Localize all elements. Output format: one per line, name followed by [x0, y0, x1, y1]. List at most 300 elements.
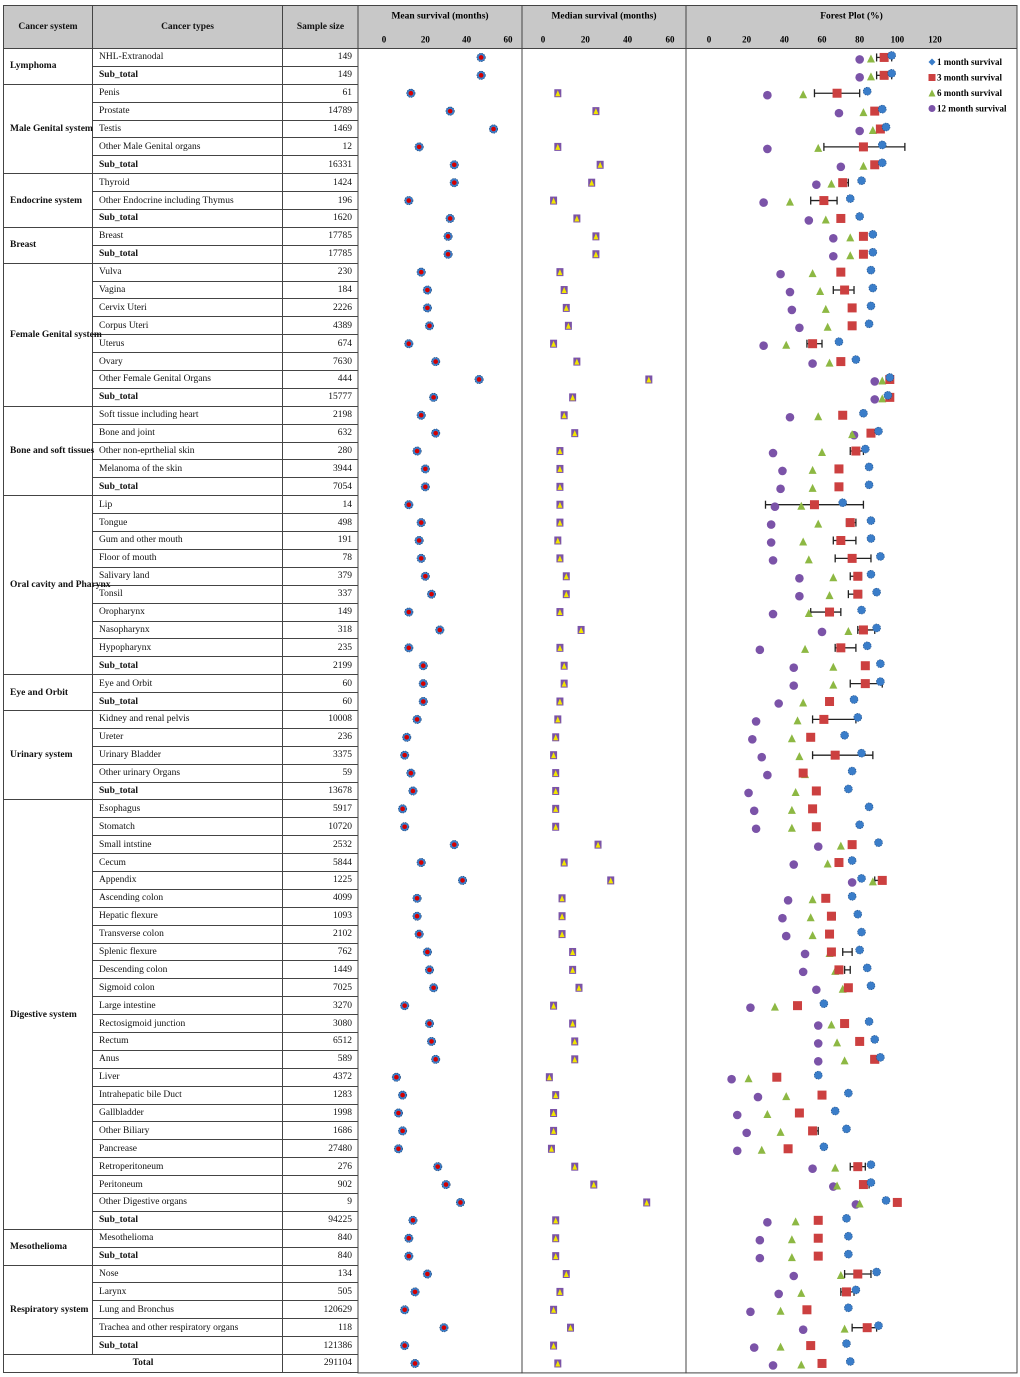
sample-size-cell: 4389	[283, 317, 359, 335]
point-1-month	[867, 982, 875, 990]
median-point	[561, 411, 568, 419]
point-3-month	[831, 751, 840, 760]
point-1-month	[850, 696, 858, 704]
point-1-month	[888, 69, 896, 77]
sample-size-cell: 60	[283, 675, 359, 693]
mean-point	[458, 876, 466, 884]
cancer-type-cell: Uterus	[93, 335, 283, 353]
median-point	[552, 823, 559, 831]
sample-size-cell: 196	[283, 192, 359, 210]
mean-point	[423, 304, 431, 312]
cancer-system-cell: Male Genital system	[4, 84, 93, 173]
mean-point	[489, 125, 497, 133]
median-point	[546, 1073, 553, 1081]
tick-label: 40	[462, 34, 472, 45]
cancer-type-cell: Melanoma of the skin	[93, 460, 283, 478]
sample-size-cell: 184	[283, 281, 359, 299]
point-12-month	[759, 341, 768, 350]
point-12-month	[784, 896, 793, 905]
mean-point	[417, 268, 425, 276]
median-point	[592, 232, 599, 240]
sample-size-cell: 5917	[283, 800, 359, 818]
mean-point	[456, 1198, 464, 1206]
cancer-type-cell: Urinary Bladder	[93, 746, 283, 764]
point-1-month	[814, 1071, 822, 1079]
point-12-month	[789, 663, 798, 672]
mean-point	[477, 71, 485, 79]
cancer-type-cell: Mesothelioma	[93, 1229, 283, 1247]
point-12-month	[763, 91, 772, 100]
cancer-type-cell: Ureter	[93, 728, 283, 746]
median-point	[554, 536, 561, 544]
sample-size-cell: 78	[283, 549, 359, 567]
median-point	[573, 214, 580, 222]
point-1-month	[835, 338, 843, 346]
median-point	[552, 1091, 559, 1099]
cancer-type-cell: NHL-Extranodal	[93, 49, 283, 67]
point-12-month	[767, 520, 776, 529]
mean-point	[407, 769, 415, 777]
median-point	[550, 1002, 557, 1010]
total-label: Total	[4, 1355, 283, 1373]
sample-size-cell: 318	[283, 621, 359, 639]
sample-size-cell: 4372	[283, 1068, 359, 1086]
point-1-month	[867, 302, 875, 310]
legend-label: 3 month survival	[937, 72, 1003, 83]
point-12-month	[795, 592, 804, 601]
cancer-type-cell: Large intestine	[93, 997, 283, 1015]
point-3-month	[806, 733, 815, 742]
header-cancer-system: Cancer system	[4, 6, 93, 49]
tick-label: 0	[540, 34, 546, 45]
median-point	[554, 143, 561, 151]
mean-point	[423, 1270, 431, 1278]
mean-point	[421, 483, 429, 491]
point-12-month	[782, 932, 791, 941]
sample-size-cell: 276	[283, 1158, 359, 1176]
subtotal-label: Sub_total	[93, 657, 283, 675]
point-12-month	[769, 610, 778, 619]
mean-point	[423, 948, 431, 956]
point-1-month	[852, 356, 860, 364]
median-point	[556, 268, 563, 276]
point-1-month	[873, 1268, 881, 1276]
mean-point	[431, 1055, 439, 1063]
sample-size-cell: 16331	[283, 156, 359, 174]
legend-icon-circle	[929, 105, 936, 112]
point-1-month	[854, 713, 862, 721]
cancer-type-cell: Eye and Orbit	[93, 675, 283, 693]
point-1-month	[856, 946, 864, 954]
point-3-month	[893, 1198, 902, 1207]
sample-size-cell: 94225	[283, 1211, 359, 1229]
sample-size-cell: 3080	[283, 1015, 359, 1033]
tick-label: 0	[706, 34, 712, 45]
point-12-month	[870, 395, 879, 404]
mean-point	[446, 214, 454, 222]
point-3-month	[818, 1359, 827, 1368]
header-sample-size: Sample size	[283, 6, 359, 49]
median-point	[556, 519, 563, 527]
median-point	[559, 894, 566, 902]
point-1-month	[871, 1035, 879, 1043]
mean-point	[442, 1180, 450, 1188]
cancer-type-cell: Other Digestive organs	[93, 1194, 283, 1212]
point-1-month	[856, 212, 864, 220]
point-3-month	[840, 1019, 849, 1028]
point-1-month	[888, 51, 896, 59]
mean-point	[429, 393, 437, 401]
point-3-month	[880, 71, 889, 80]
point-12-month	[801, 950, 810, 959]
mean-point	[423, 286, 431, 294]
point-3-month	[836, 214, 845, 223]
cancer-type-cell: Ovary	[93, 353, 283, 371]
sample-size-cell: 17785	[283, 227, 359, 245]
point-3-month	[833, 89, 842, 98]
point-1-month	[873, 624, 881, 632]
mean-point	[477, 53, 485, 61]
point-12-month	[727, 1075, 736, 1084]
point-12-month	[756, 1254, 765, 1263]
sample-size-cell: 1225	[283, 871, 359, 889]
point-12-month	[818, 628, 827, 637]
sample-size-cell: 6512	[283, 1032, 359, 1050]
point-1-month	[873, 588, 881, 596]
point-3-month	[859, 625, 868, 634]
mean-point	[394, 1145, 402, 1153]
median-point	[575, 984, 582, 992]
legend-label: 12 month survival	[937, 103, 1007, 114]
median-point	[556, 608, 563, 616]
mean-point	[405, 608, 413, 616]
median-point	[550, 1109, 557, 1117]
point-1-month	[842, 1125, 850, 1133]
mean-point	[444, 250, 452, 258]
median-point	[561, 680, 568, 688]
median-point	[552, 1234, 559, 1242]
point-3-month	[834, 482, 843, 491]
median-point	[645, 375, 652, 383]
point-12-month	[774, 699, 783, 708]
mean-point	[392, 1073, 400, 1081]
median-point	[550, 1342, 557, 1350]
mean-point	[429, 984, 437, 992]
cancer-type-cell: Other Biliary	[93, 1122, 283, 1140]
sample-size-cell: 27480	[283, 1140, 359, 1158]
point-12-month	[756, 1236, 765, 1245]
sample-size-cell: 149	[283, 603, 359, 621]
header-cancer-types: Cancer types	[93, 6, 283, 49]
cancer-system-cell: Female Genital system	[4, 263, 93, 406]
point-12-month	[778, 914, 787, 923]
point-3-month	[814, 1252, 823, 1261]
median-point	[571, 1055, 578, 1063]
cancer-system-cell: Breast	[4, 227, 93, 263]
legend-item	[929, 88, 1003, 98]
median-point	[554, 715, 561, 723]
median-point	[643, 1198, 650, 1206]
sample-size-cell: 1998	[283, 1104, 359, 1122]
median-point	[588, 179, 595, 187]
point-3-month	[806, 1341, 815, 1350]
sample-size-cell: 1449	[283, 961, 359, 979]
subtotal-label: Sub_total	[93, 388, 283, 406]
median-point	[569, 1020, 576, 1028]
point-1-month	[867, 570, 875, 578]
mean-point	[400, 823, 408, 831]
sample-size-cell: 120629	[283, 1301, 359, 1319]
point-3-month	[848, 303, 857, 312]
point-12-month	[799, 1325, 808, 1334]
point-12-month	[767, 538, 776, 547]
point-12-month	[855, 73, 864, 82]
cancer-type-cell: Kidney and renal pelvis	[93, 710, 283, 728]
sample-size-cell: 379	[283, 567, 359, 585]
sample-size-cell: 15777	[283, 388, 359, 406]
point-1-month	[839, 499, 847, 507]
median-point	[556, 1288, 563, 1296]
mean-point	[431, 357, 439, 365]
median-point	[563, 1270, 570, 1278]
point-12-month	[754, 1093, 763, 1102]
total-sample-size: 291104	[283, 1355, 359, 1373]
sample-size-cell: 1469	[283, 120, 359, 138]
point-1-month	[886, 373, 894, 381]
point-12-month	[870, 377, 879, 386]
cancer-type-cell: Other urinary Organs	[93, 764, 283, 782]
cancer-type-cell: Tongue	[93, 514, 283, 532]
point-3-month	[853, 590, 862, 599]
cancer-type-cell: Rectum	[93, 1032, 283, 1050]
sample-size-cell: 632	[283, 424, 359, 442]
sample-size-cell: 3270	[283, 997, 359, 1015]
point-3-month	[808, 1126, 817, 1135]
point-12-month	[763, 771, 772, 780]
point-1-month	[820, 1143, 828, 1151]
point-1-month	[858, 874, 866, 882]
point-3-month	[853, 1162, 862, 1171]
point-1-month	[844, 1232, 852, 1240]
point-1-month	[842, 1340, 850, 1348]
cancer-type-cell: Cecum	[93, 854, 283, 872]
point-3-month	[859, 232, 868, 241]
median-point	[552, 805, 559, 813]
subtotal-label: Sub_total	[93, 66, 283, 84]
cancer-type-cell: Floor of mouth	[93, 549, 283, 567]
mean-point	[398, 805, 406, 813]
point-12-month	[829, 234, 838, 243]
point-1-month	[869, 284, 877, 292]
sample-size-cell: 1283	[283, 1086, 359, 1104]
sample-size-cell: 236	[283, 728, 359, 746]
mean-point	[400, 1306, 408, 1314]
mean-point	[425, 1019, 433, 1027]
point-3-month	[861, 679, 870, 688]
median-point	[571, 429, 578, 437]
point-3-month	[818, 1091, 827, 1100]
mean-point	[413, 912, 421, 920]
point-12-month	[814, 1057, 823, 1066]
median-point	[571, 1037, 578, 1045]
mean-point	[417, 518, 425, 526]
point-1-month	[869, 230, 877, 238]
mean-point	[425, 322, 433, 330]
mean-point	[394, 1109, 402, 1117]
sample-size-cell: 444	[283, 371, 359, 389]
mean-point	[450, 178, 458, 186]
cancer-type-cell: Trachea and other respiratory organs	[93, 1319, 283, 1337]
point-12-month	[757, 753, 766, 762]
cancer-type-cell: Soft tissue including heart	[93, 406, 283, 424]
median-point	[561, 859, 568, 867]
cancer-type-cell: Other Endocrine including Thymus	[93, 192, 283, 210]
sample-size-cell: 10008	[283, 710, 359, 728]
point-3-month	[848, 554, 857, 563]
point-12-month	[795, 324, 804, 333]
mean-point	[411, 1288, 419, 1296]
cancer-type-cell: Anus	[93, 1050, 283, 1068]
point-12-month	[812, 180, 821, 189]
sample-size-cell: 840	[283, 1247, 359, 1265]
sample-size-cell: 59	[283, 764, 359, 782]
point-3-month	[784, 1144, 793, 1153]
sample-size-cell: 280	[283, 442, 359, 460]
point-3-month	[808, 804, 817, 813]
point-3-month	[859, 250, 868, 259]
subtotal-label: Sub_total	[93, 210, 283, 228]
mean-point	[434, 1162, 442, 1170]
point-3-month	[825, 930, 834, 939]
point-1-month	[878, 141, 886, 149]
cancer-type-cell: Vagina	[93, 281, 283, 299]
subtotal-label: Sub_total	[93, 782, 283, 800]
subtotal-label: Sub_total	[93, 1247, 283, 1265]
point-12-month	[746, 1003, 755, 1012]
point-3-month	[827, 912, 836, 921]
sample-size-cell: 674	[283, 335, 359, 353]
cancer-system-cell: Mesothelioma	[4, 1229, 93, 1265]
point-12-month	[789, 681, 798, 690]
sample-size-cell: 60	[283, 693, 359, 711]
point-3-month	[825, 608, 834, 617]
sample-size-cell: 7054	[283, 478, 359, 496]
point-12-month	[808, 359, 817, 368]
legend-icon-square	[929, 74, 936, 81]
median-point	[559, 930, 566, 938]
cancer-type-cell: Sigmoid colon	[93, 979, 283, 997]
cancer-type-cell: Corpus Uteri	[93, 317, 283, 335]
median-point	[595, 841, 602, 849]
point-1-month	[884, 391, 892, 399]
cancer-type-cell: Salivary land	[93, 567, 283, 585]
cancer-type-cell: Gallbladder	[93, 1104, 283, 1122]
point-12-month	[756, 646, 765, 655]
sample-size-cell: 2102	[283, 925, 359, 943]
point-3-month	[772, 1073, 781, 1082]
median-point	[550, 751, 557, 759]
panel-title: Median survival (months)	[551, 11, 657, 22]
mean-point	[427, 590, 435, 598]
point-1-month	[859, 409, 867, 417]
point-1-month	[876, 1053, 884, 1061]
cancer-type-cell: Splenic flexure	[93, 943, 283, 961]
sample-size-cell: 1686	[283, 1122, 359, 1140]
mean-point	[415, 143, 423, 151]
tick-label: 60	[503, 34, 513, 45]
cancer-type-cell: Bone and joint	[93, 424, 283, 442]
point-1-month	[852, 1286, 860, 1294]
sample-size-cell: 5844	[283, 854, 359, 872]
mean-point	[398, 1127, 406, 1135]
mean-point	[405, 196, 413, 204]
point-12-month	[771, 502, 780, 511]
point-3-month	[846, 518, 855, 527]
point-3-month	[834, 464, 843, 473]
subtotal-label: Sub_total	[93, 693, 283, 711]
point-3-month	[859, 142, 868, 151]
sample-size-cell: 2198	[283, 406, 359, 424]
point-1-month	[867, 1161, 875, 1169]
mean-point	[419, 662, 427, 670]
median-point	[563, 304, 570, 312]
point-1-month	[865, 481, 873, 489]
point-3-month	[878, 876, 887, 885]
point-12-month	[750, 1343, 759, 1352]
cancer-system-cell: Bone and soft tissues	[4, 406, 93, 495]
point-12-month	[814, 1021, 823, 1030]
point-1-month	[848, 892, 856, 900]
point-3-month	[848, 321, 857, 330]
point-1-month	[844, 1089, 852, 1097]
median-point	[550, 340, 557, 348]
median-point	[552, 787, 559, 795]
cancer-type-cell: Retroperitoneum	[93, 1158, 283, 1176]
median-point	[567, 1324, 574, 1332]
tick-label: 100	[890, 34, 905, 45]
mean-point	[405, 1252, 413, 1260]
point-12-month	[795, 574, 804, 583]
median-point	[554, 1359, 561, 1367]
point-3-month	[814, 1216, 823, 1225]
point-12-month	[848, 878, 857, 887]
point-1-month	[841, 731, 849, 739]
point-12-month	[776, 270, 785, 279]
panel-frame	[686, 49, 1017, 1373]
panel-median	[522, 6, 686, 1373]
point-1-month	[858, 606, 866, 614]
mean-point	[400, 1341, 408, 1349]
point-3-month	[814, 1234, 823, 1243]
point-12-month	[769, 1361, 778, 1370]
point-1-month	[854, 910, 862, 918]
median-point	[569, 966, 576, 974]
point-1-month	[875, 427, 883, 435]
mean-point	[398, 1091, 406, 1099]
point-12-month	[835, 109, 844, 118]
cancer-type-cell: Appendix	[93, 871, 283, 889]
cancer-type-cell: Tonsil	[93, 585, 283, 603]
median-point	[592, 107, 599, 115]
cancer-system-cell: Urinary system	[4, 710, 93, 799]
sample-size-cell: 7025	[283, 979, 359, 997]
point-1-month	[878, 159, 886, 167]
point-1-month	[831, 1107, 839, 1115]
tick-label: 40	[623, 34, 633, 45]
mean-point	[417, 858, 425, 866]
cancer-type-cell: Nose	[93, 1265, 283, 1283]
tick-label: 120	[928, 34, 942, 45]
